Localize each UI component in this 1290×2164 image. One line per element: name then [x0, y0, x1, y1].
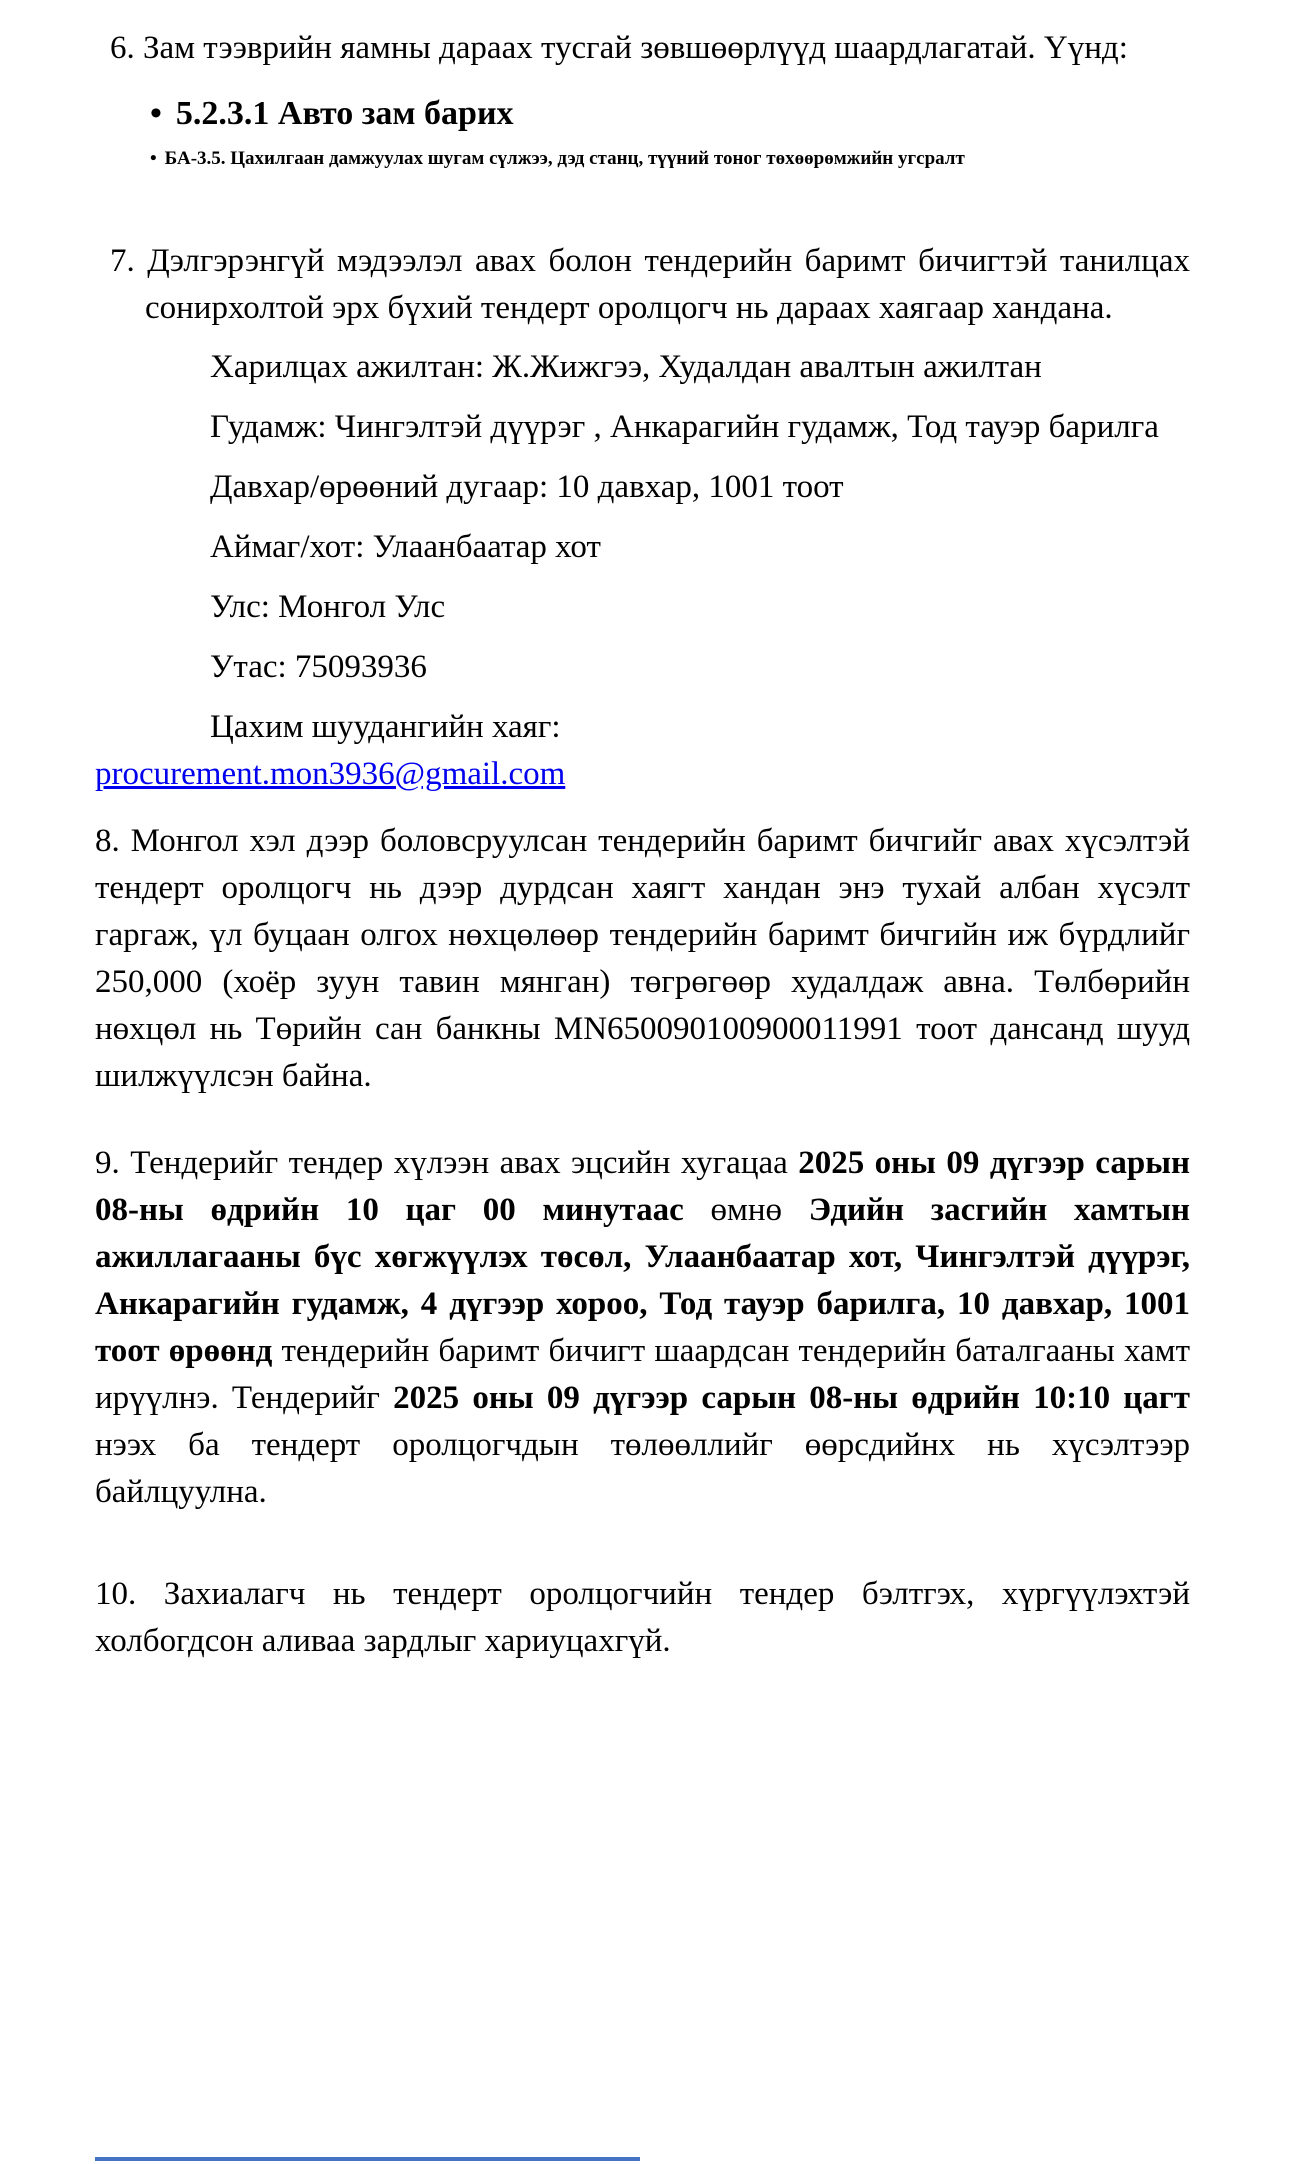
item-6-number: 6.: [110, 30, 135, 66]
bullet-permit-road-text: 5.2.3.1 Авто зам барих: [175, 95, 514, 132]
contact-phone: Утас: 75093936: [210, 649, 427, 685]
email-link[interactable]: procurement.mon3936@gmail.com: [95, 756, 566, 792]
text-segment: 9. Тендерийг тендер хүлээн авах эцсийн хугацаа: [95, 1145, 799, 1181]
text-segment: тендерийн баримт бичигт шаардсан тендерийн баталгааны хамт ирүүлнэ. Тендерийг: [95, 1333, 1190, 1416]
contact-city: Аймаг/хот: Улаанбаатар хот: [210, 529, 601, 565]
contact-officer: Харилцах ажилтан: Ж.Жижгээ, Худалдан авалтын ажилтан: [210, 349, 1042, 385]
list-item-10: 10. Захиалагч нь тендерт оролцогчийн тендер бэлтгэх, хүргүүлэхтэй холбогдсон аливаа зардлыг хариуцахгүй.: [95, 1576, 1190, 1659]
bullet-icon: •: [150, 148, 157, 169]
list-item-9: [95, 1140, 1190, 1516]
bullet-icon: •: [150, 95, 162, 132]
text-segment: Эдийн засгийн хамтын ажиллагааны бүс хөгжүүлэх төсөл, Улаанбаатар хот, Чингэлтэй дүүрэг, Анкарагийн гудамж, 4 дүгээр хороо, Тод тауэр барилга, 10 давхар, 1001 тоот өрөөнд: [95, 1192, 1190, 1369]
text-segment: 2025 оны 09 дүгээр сарын 08-ны өдрийн 10 цаг 00 минутаас: [95, 1145, 1190, 1228]
contact-floor-room: Давхар/өрөөний дугаар: 10 давхар, 1001 тоот: [210, 469, 844, 505]
contact-country: Улс: Монгол Улс: [210, 589, 446, 625]
page-bottom-divider: [95, 2157, 640, 2161]
contact-email-label: Цахим шуудангийн хаяг:: [210, 709, 561, 745]
contact-email: [95, 704, 1190, 798]
bullet-permit-power: [150, 146, 1190, 172]
bullet-permit-road: [150, 88, 1190, 140]
text-segment: нээх ба тендерт оролцогчдын төлөөллийг өөрсдийнх нь хүсэлтээр байлцуулна.: [95, 1427, 1190, 1510]
list-item-8: 8. Монгол хэл дээр боловсруулсан тендерийн баримт бичгийг авах хүсэлтэй тендерт оролцогч нь дээр дурдсан хаягт хандан энэ тухай албан хүсэлт гаргаж, үл буцаан олгох нөхцөлөөр тендерийн баримт бичгийн иж бүрдлийг 250,000 (хоёр зуун тавин мянган) төгрөгөөр худалдаж авна. Төлбөрийн нөхцөл нь Төрийн сан банкны MN650090100900011991 тоот дансанд шууд шилжүүлсэн байна.: [95, 823, 1190, 1094]
list-item-7: [110, 238, 1190, 332]
item-7-text: Дэлгэрэнгүй мэдээлэл авах болон тендерийн баримт бичигтэй танилцах сонирхолтой эрх бүхий тендерт оролцогч нь дараах хаягаар хандана.: [145, 243, 1190, 326]
contact-street: Гудамж: Чингэлтэй дүүрэг , Анкарагийн гудамж, Тод тауэр барилга: [210, 409, 1159, 445]
bullet-permit-power-text: БА-3.5. Цахилгаан дамжуулах шугам сүлжээ, дэд станц, түүний тоног төхөөрөмжийн угсралт: [164, 148, 965, 169]
text-segment: 2025 оны 09 дүгээр сарын 08-ны өдрийн 10:10 цагт: [393, 1380, 1190, 1416]
text-segment: өмнө: [710, 1192, 809, 1228]
list-item-6: [110, 25, 1190, 72]
contact-block: [95, 344, 1190, 798]
item-6-text: Зам тээврийн яамны дараах тусгай зөвшөөрлүүд шаардлагатай. Үүнд:: [143, 30, 1128, 66]
item-7-number: 7.: [110, 243, 135, 279]
